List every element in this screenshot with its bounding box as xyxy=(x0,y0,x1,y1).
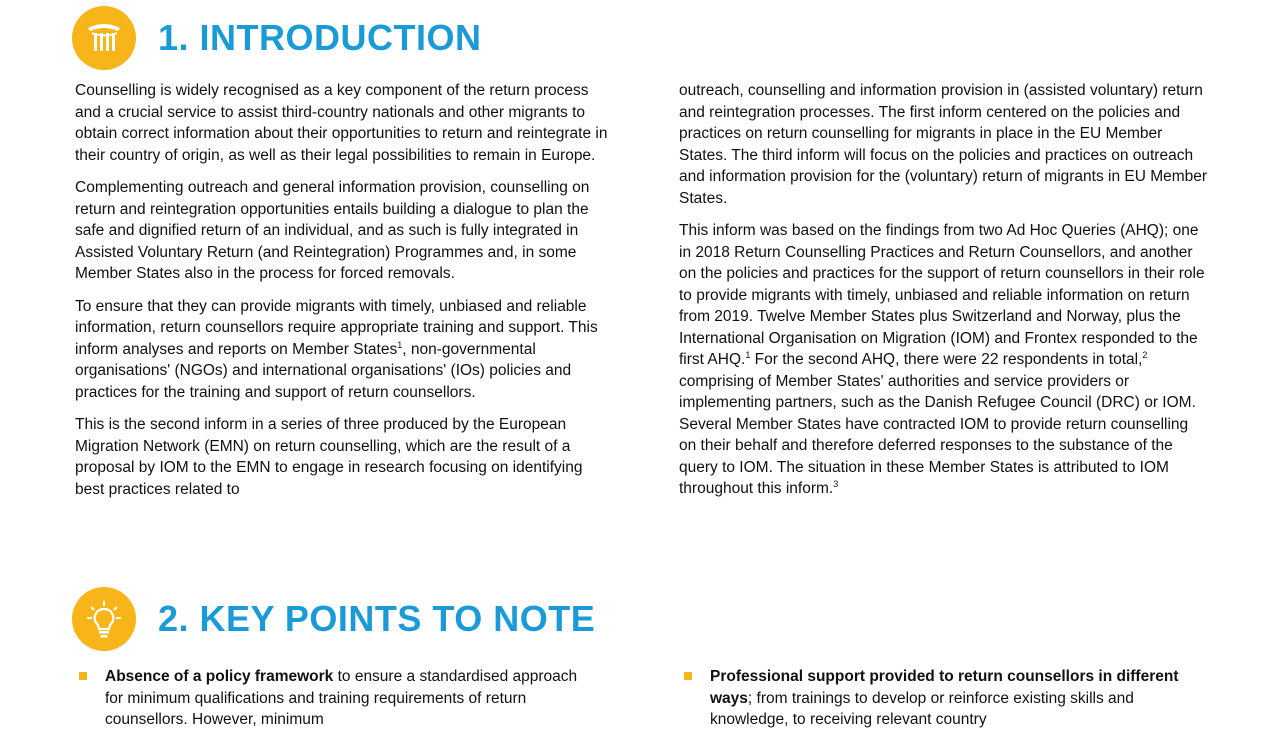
intro-paragraph-4: This is the second inform in a series of three produced by the European Migration Network (EMN) on return counselling, which are the result of a proposal by IOM to the EMN to engage in research focusing on identifying best practices related to xyxy=(75,416,583,498)
intro-paragraph-1: Counselling is widely recognised as a key component of the return process and a crucial service to assist third-country nationals and other migrants to obtain correct information about their opportunities to return and reintegrate in their country of origin, as well as their legal possibilities to remain in Europe. xyxy=(75,82,608,164)
footnote-ref[interactable]: 1 xyxy=(745,349,751,360)
intro-left-column xyxy=(75,80,610,511)
paragraph-text: , non-governmental organisations' (NGOs) and international organisations' (IOs) policies and practices for the training and support of return counsellors. xyxy=(75,340,572,401)
key-point-right xyxy=(710,666,1200,731)
lightbulb-icon xyxy=(72,587,136,651)
intro-paragraph-5: outreach, counselling and information provision in (assisted voluntary) return and reintegration processes. The first inform centered on the policies and practices on return counselling for migrants in place in the EU Member States. The third inform will focus on the policies and practices on outreach and information provision for the (voluntary) return of migrants in EU Member States. xyxy=(679,82,1208,207)
section-2-header xyxy=(72,587,595,651)
paragraph-text: comprising of Member States' authorities and service providers or implementing partners, such as the Danish Refugee Council (DRC) or IOM. Several Member States have contracted IOM to provide return counselling on their behalf and therefore deferred responses to the substance of the query to IOM. The situation in these Member States is attributed to IOM throughout this inform. xyxy=(679,372,1196,497)
pillar-icon xyxy=(72,6,136,70)
paragraph-text: For the second AHQ, there were 22 respondents in total, xyxy=(750,351,1143,368)
intro-paragraph-3 xyxy=(75,296,610,404)
key-point-left xyxy=(105,666,595,731)
footnote-ref[interactable]: 1 xyxy=(397,339,403,350)
bullet-square-icon xyxy=(684,672,692,680)
bullet-square-icon xyxy=(79,672,87,680)
paragraph-text: To ensure that they can provide migrants with timely, unbiased and reliable information, return counsellors require appropriate training and support. This inform analyses and reports on Member States xyxy=(75,297,598,358)
footnote-ref[interactable]: 2 xyxy=(1142,349,1148,360)
key-point-text: to ensure a standardised approach for minimum qualifications and training requirements of return counsellors. However, minimum xyxy=(105,668,578,728)
intro-paragraph-2: Complementing outreach and general information provision, counselling on return and reintegration opportunities entails building a dialogue to plan the safe and dignified return of an individual, and as such is fully integrated in Assisted Voluntary Return (and Reintegration) Programmes and, in some Member States also in the process for forced removals. xyxy=(75,179,590,282)
intro-right-column xyxy=(679,80,1209,511)
key-point-text: ; from trainings to develop or reinforce existing skills and knowledge, to receiving relevant country xyxy=(710,689,1134,728)
section-2-title: 2. KEY POINTS TO NOTE xyxy=(158,598,596,639)
paragraph-text: This inform was based on the findings from two Ad Hoc Queries (AHQ); one in 2018 Return Counselling Practices and Return Counsellors, and another on the policies and practices for the support of return counsellors in their role to provide migrants with timely, unbiased and reliable information on return from 2019. Twelve Member States plus Switzerland and Norway, plus the International Organisation on Migration (IOM) and Frontex responded to the first AHQ. xyxy=(679,222,1205,368)
key-point-title: Professional support provided to return counsellors in different ways xyxy=(710,668,1179,707)
key-point-title: Absence of a policy framework xyxy=(105,668,334,685)
intro-paragraph-6 xyxy=(679,220,1209,500)
section-1-title: 1. INTRODUCTION xyxy=(158,17,482,58)
section-1-header xyxy=(72,6,482,70)
footnote-ref[interactable]: 3 xyxy=(833,478,839,489)
